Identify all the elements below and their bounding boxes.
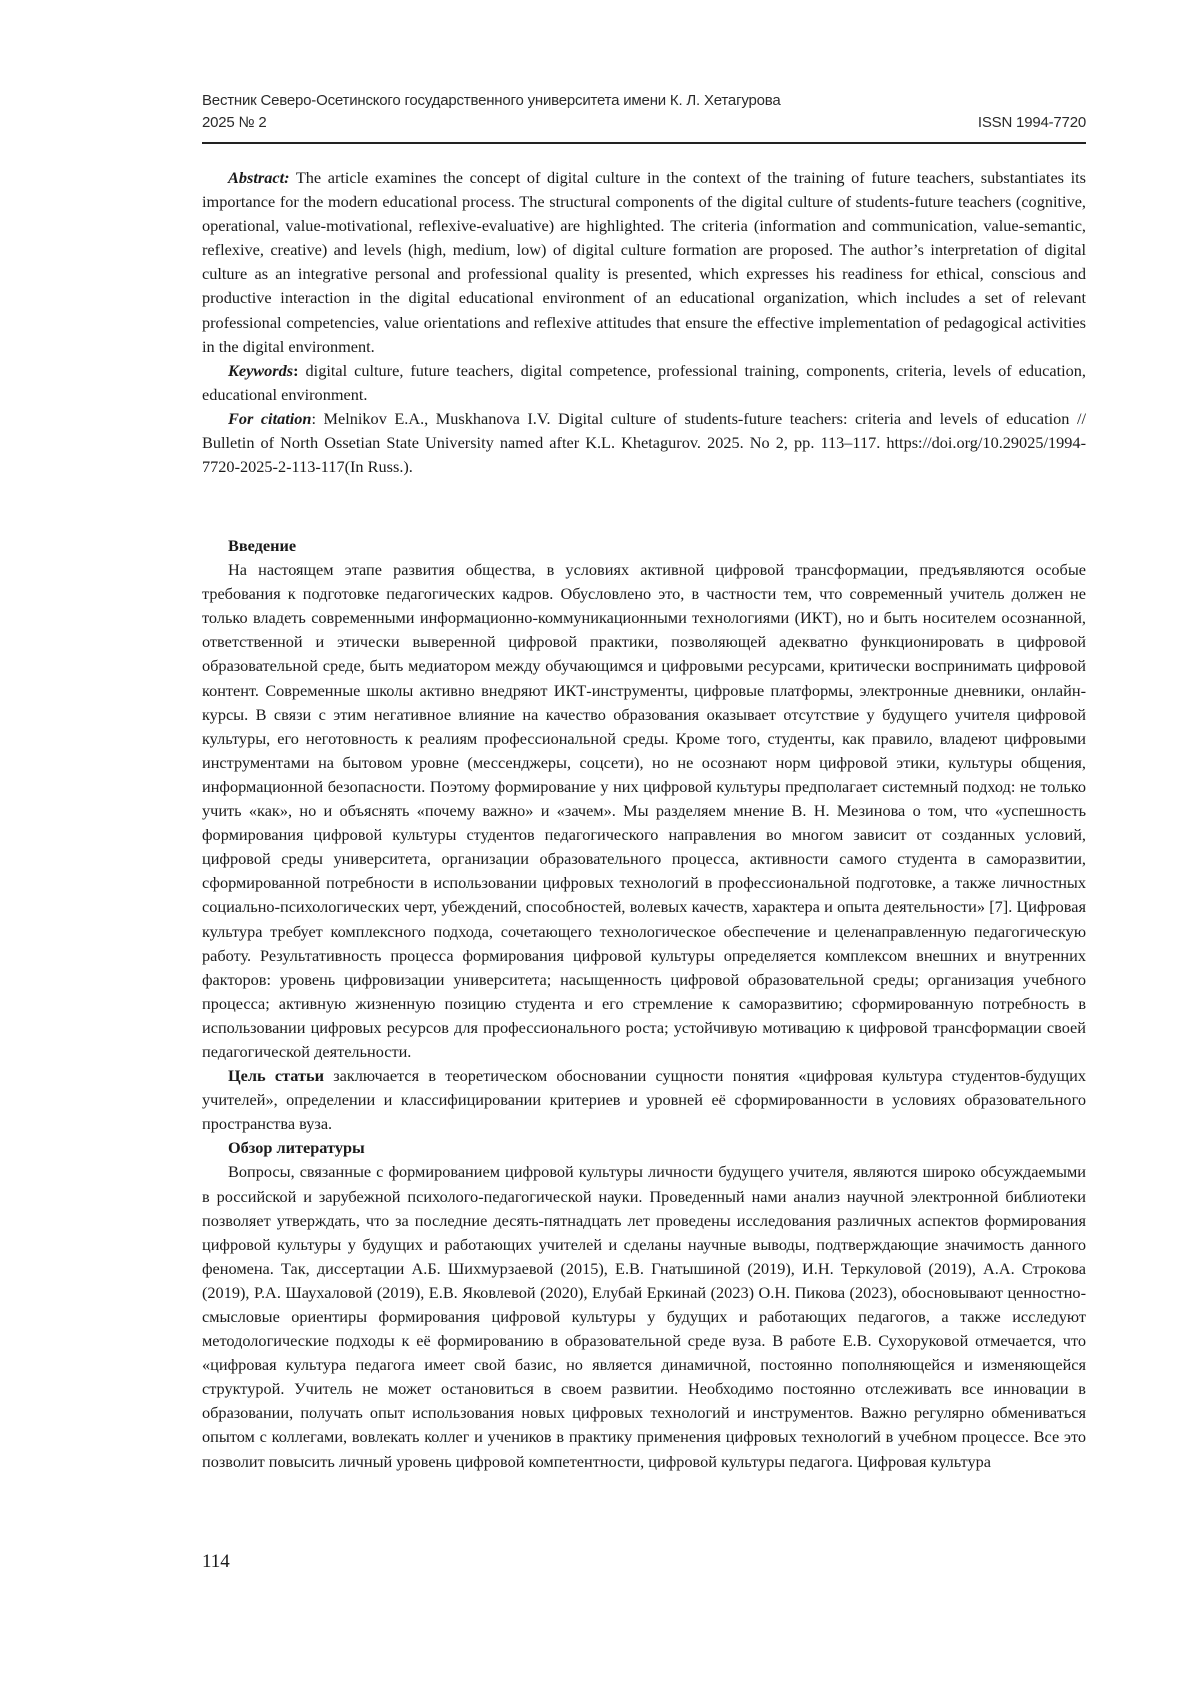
header-second-row	[202, 112, 1086, 134]
review-paragraph: Вопросы, связанные с формированием цифровой культуры личности будущего учителя, являются широко обсуждаемыми в российской и зарубежной психолого-педагогической науки. Проведенный нами анализ научной электронной библиотеки позволяет утверждать, что за последние десять-пятнадцать лет проведены исследования различных аспектов формирования цифровой культуры у будущих и работающих учителей и сделаны научные выводы, подтверждающие значимость данного феномена. Так, диссертации А.Б. Шихмурзаевой (2015), Е.В. Гнатышиной (2019), И.Н. Теркуловой (2019), А.А. Строкова (2019), Р.А. Шаухаловой (2019), Е.В. Яковлевой (2020), Елубай Еркинай (2023) О.Н. Пикова (2023), обосновывают ценностно-смысловые ориентиры формирования цифровой культуры у будущих и работающих педагогов, а также исследуют методологические подходы к её формированию в образовательной среде вуза. В работе Е.В. Сухоруковой отмечается, что «цифровая культура педагога имеет свой базис, но является динамичной, постоянно пополняющейся и изменяющейся структурой. Учитель не может остановиться в своем развитии. Необходимо постоянно отслеживать все инновации в образовании, получать опыт использования новых цифровых технологий и инструментов. Важно регулярно обмениваться опытом с коллегами, вовлекать коллег и учеников в практику применения цифровых технологий в учебном процессе. Все это позволит повысить личный уровень цифровой компетентности, цифровой культуры педагога. Цифровая культура	[202, 1162, 1086, 1471]
header-divider	[202, 142, 1086, 144]
abstract-label: Abstract:	[228, 168, 290, 187]
page-number: 114	[202, 1551, 230, 1572]
abstract-paragraph	[202, 166, 1086, 359]
issue-number: 2025 № 2	[202, 114, 267, 131]
keywords-paragraph	[202, 359, 1086, 407]
issn: ISSN 1994-7720	[977, 114, 1086, 131]
review-heading: Обзор литературы	[228, 1138, 365, 1158]
intro-heading: Введение	[228, 536, 297, 555]
goal-text: заключается в теоретическом обосновании сущности понятия «цифровая культура студентов-будущих учителей», определении и классифицировании критериев и уровней её сформированности в условиях образовательного пространства вуза.	[202, 1066, 1086, 1134]
keywords-colon: :	[293, 360, 299, 380]
citation-paragraph	[202, 407, 1086, 479]
citation-text: : Melnikov E.A., Muskhanova I.V. Digital culture of students-future teachers: criteria and levels of education // Bulletin of North Ossetian State University named after K.L. Khetagurov. 2025. No 2, pp. 113–117. https://doi.org/10.29025/1994-7720-2025-2-113-117(In Russ.).	[202, 408, 1086, 477]
abstract-block	[202, 166, 1086, 479]
goal-label: Цель статьи	[228, 1066, 324, 1086]
keywords-text: digital culture, future teachers, digital competence, professional training, components, criteria, levels of education, educational environment.	[202, 360, 1086, 404]
intro-paragraph: На настоящем этапе развития общества, в условиях активной цифровой трансформации, предъявляются особые требования к подготовке педагогических кадров. Обусловлено это, в частности тем, что современный учитель должен не только владеть современными информационно-коммуникационными технологиями (ИКТ), но и быть носителем осознанной, ответственной и этически выверенной цифровой практики, позволяющей адекватно функционировать в цифровой образовательной среде, быть медиатором между обучающимся и цифровыми ресурсами, критически воспринимать цифровой контент. Современные школы активно внедряют ИКТ-инструменты, цифровые платформы, электронные дневники, онлайн-курсы. В связи с этим негативное влияние на качество образования оказывает отсутствие у будущего учителя цифровой культуры, его неготовность к реалиям профессиональной среды. Кроме того, студенты, как правило, владеют цифровыми инструментами на бытовом уровне (мессенджеры, соцсети), но не осознают норм цифровой этики, культуры общения, информационной безопасности. Поэтому формирование у них цифровой культуры предполагает системный подход: не только учить «как», но и объяснять «почему важно» и «зачем». Мы разделяем мнение В. Н. Мезинова о том, что «успешность формирования цифровой культуры студентов педагогического направления во многом зависит от созданных условий, цифровой среды университета, организации образовательного процесса, активности самого студента в саморазвитии, сформированной потребности в использовании цифровых технологий в профессиональной подготовке, а также личностных социально-психологических черт, убеждений, способностей, волевых качеств, характера и опыта деятельности» [7]. Цифровая культура требует комплексного подхода, сочетающего технологическое обеспечение и целенаправленную педагогическую работу. Результативность процесса формирования цифровой культуры определяется комплексом внешних и внутренних факторов: уровень цифровизации университета; насыщенность цифровой образовательной среды; организация учебного процесса; активную жизненную позицию студента и его стремление к саморазвитию; сформированную потребность в использовании цифровых ресурсов для профессионального роста; устойчивую мотивацию к цифровой трансформации своей педагогической деятельности.	[202, 560, 1086, 1061]
article-body	[202, 534, 1086, 1474]
goal-paragraph	[202, 1064, 1086, 1136]
citation-label: For citation	[228, 408, 312, 428]
keywords-label: Keywords	[228, 360, 294, 380]
running-header	[202, 90, 1086, 134]
abstract-text: The article examines the concept of digital culture in the context of the training of future teachers, substantiates its importance for the modern educational process. The structural components of the digital culture of students-future teachers (cognitive, operational, value-motivational, reflexive-evaluative) are highlighted. The criteria (information and communication, value-semantic, reflexive, creative) and levels (high, medium, low) of digital culture formation are proposed. The author’s interpretation of digital culture as an integrative personal and professional quality is presented, which expresses his readiness for ethical, conscious and productive interaction in the digital educational environment of an educational organization, which includes a set of relevant professional competencies, value orientations and reflexive attitudes that ensure the effective implementation of pedagogical activities in the digital environment.	[202, 168, 1086, 356]
journal-title: Вестник Северо-Осетинского государственного университета имени К. Л. Хетагурова	[202, 92, 781, 109]
